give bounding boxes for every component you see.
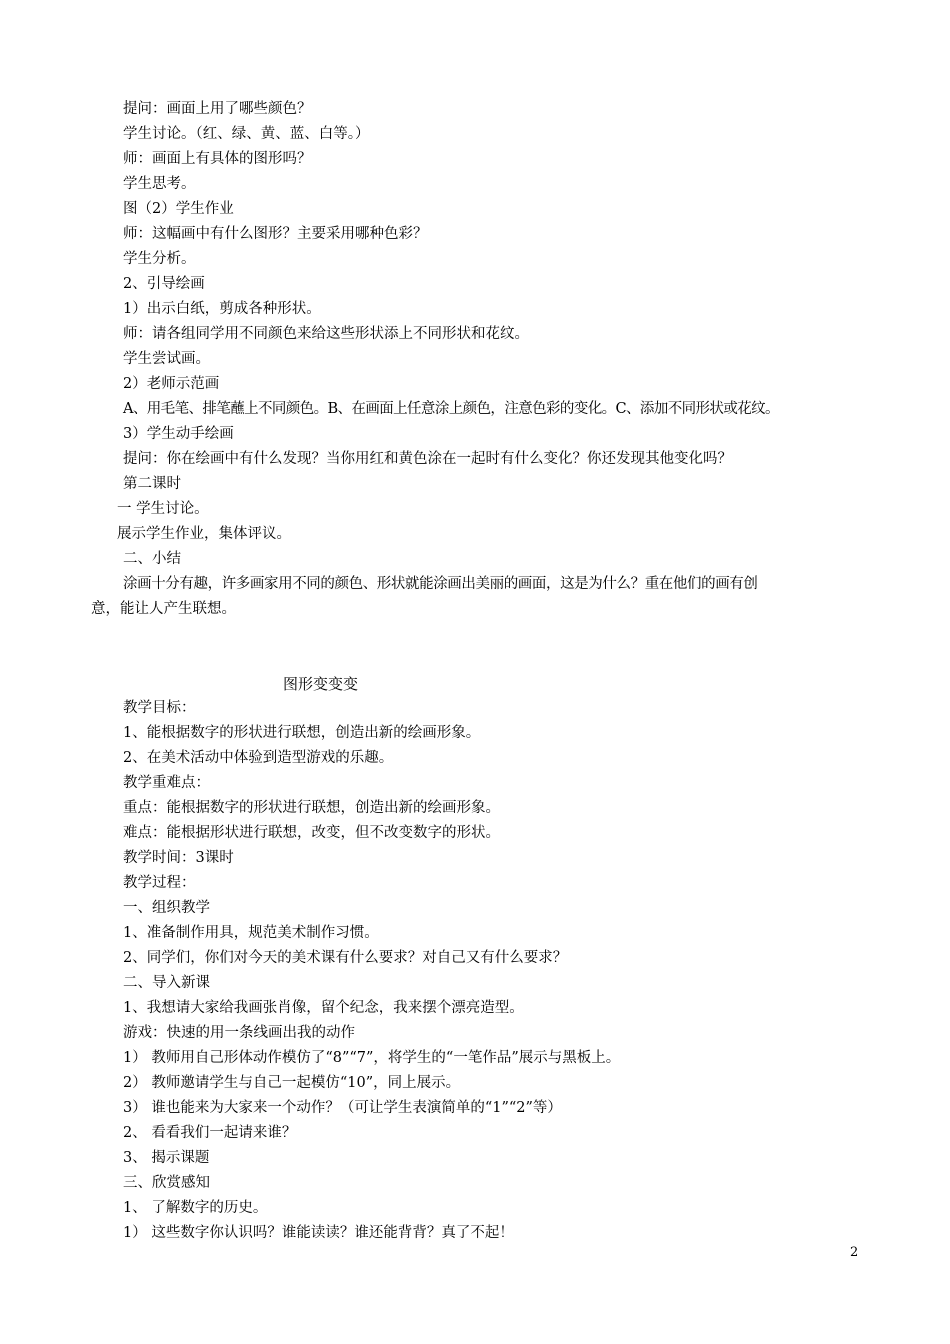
text-line: 一、组织教学: [123, 900, 210, 916]
text-line: 1） 这些数字你认识吗？谁能读读？谁还能背背？真了不起！: [123, 1225, 514, 1241]
text-line: 师：请各组同学用不同颜色来给这些形状添上不同形状和花纹。: [123, 326, 529, 342]
text-line: 涂画十分有趣，许多画家用不同的颜色、形状就能涂画出美丽的画面，这是为什么？重在他们的画有创: [123, 576, 758, 592]
text-line: 2、 看看我们一起请来谁？: [123, 1125, 297, 1141]
text-line: 1、 了解数字的历史。: [123, 1200, 268, 1216]
text-line: 2、同学们，你们对今天的美术课有什么要求？对自己又有什么要求？: [123, 950, 568, 966]
text-line: 一 学生讨论。: [117, 501, 209, 517]
text-line: 重点：能根据数字的形状进行联想，创造出新的绘画形象。: [123, 800, 500, 816]
text-line: 2、在美术活动中体验到造型游戏的乐趣。: [123, 750, 394, 766]
page-number: 2: [850, 1245, 859, 1260]
text-line: 3）学生动手绘画: [123, 426, 234, 442]
text-line: 学生分析。: [123, 251, 196, 267]
text-line: 师：画面上有具体的图形吗？: [123, 151, 312, 167]
text-line: 教学重难点：: [123, 775, 210, 791]
text-line: 1）出示白纸，剪成各种形状。: [123, 301, 321, 317]
text-line: 图（2）学生作业: [123, 201, 234, 217]
text-line: 3） 谁也能来为大家来一个动作？（可让学生表演简单的“1”“2”等）: [123, 1100, 562, 1116]
text-line: 游戏：快速的用一条线画出我的动作: [123, 1025, 355, 1041]
text-line: 师：这幅画中有什么图形？主要采用哪种色彩？: [123, 226, 428, 242]
text-line: 意，能让人产生联想。: [91, 601, 236, 617]
section-title: 图形变变变: [283, 675, 359, 693]
text-line: 3、 揭示课题: [123, 1150, 210, 1166]
text-line: 二、小结: [123, 551, 181, 567]
text-line: 二、导入新课: [123, 975, 210, 991]
text-line: 2、引导绘画: [123, 276, 205, 292]
text-line: 学生尝试画。: [123, 351, 210, 367]
text-line: 2） 教师邀请学生与自己一起模仿“10”，同上展示。: [123, 1075, 461, 1091]
text-line: 展示学生作业，集体评议。: [117, 526, 291, 542]
text-line: 提问：你在绘画中有什么发现？当你用红和黄色涂在一起时有什么变化？你还发现其他变化吗？: [123, 451, 732, 467]
text-line: 提问：画面上用了哪些颜色？: [123, 101, 312, 117]
text-line: A、用毛笔、排笔蘸上不同颜色。B、在画面上任意涂上颜色，注意色彩的变化。C、添加不同形状或花纹。: [123, 401, 779, 417]
text-line: 学生讨论。（红、绿、黄、蓝、白等。）: [123, 126, 370, 142]
text-line: 1） 教师用自己形体动作模仿了“8”“7”，将学生的“一笔作品”展示与黑板上。: [123, 1050, 621, 1066]
text-line: 1、我想请大家给我画张肖像，留个纪念，我来摆个漂亮造型。: [123, 1000, 524, 1016]
text-line: 教学目标：: [123, 700, 196, 716]
text-line: 教学过程：: [123, 875, 196, 891]
text-line: 1、能根据数字的形状进行联想，创造出新的绘画形象。: [123, 725, 481, 741]
text-line: 1、准备制作用具，规范美术制作习惯。: [123, 925, 379, 941]
text-line: 第二课时: [123, 476, 181, 492]
text-line: 三、欣赏感知: [123, 1175, 210, 1191]
text-line: 2）老师示范画: [123, 376, 220, 392]
text-line: 学生思考。: [123, 176, 196, 192]
text-line: 难点：能根据形状进行联想，改变，但不改变数字的形状。: [123, 825, 500, 841]
text-line: 教学时间：3课时: [123, 850, 234, 866]
